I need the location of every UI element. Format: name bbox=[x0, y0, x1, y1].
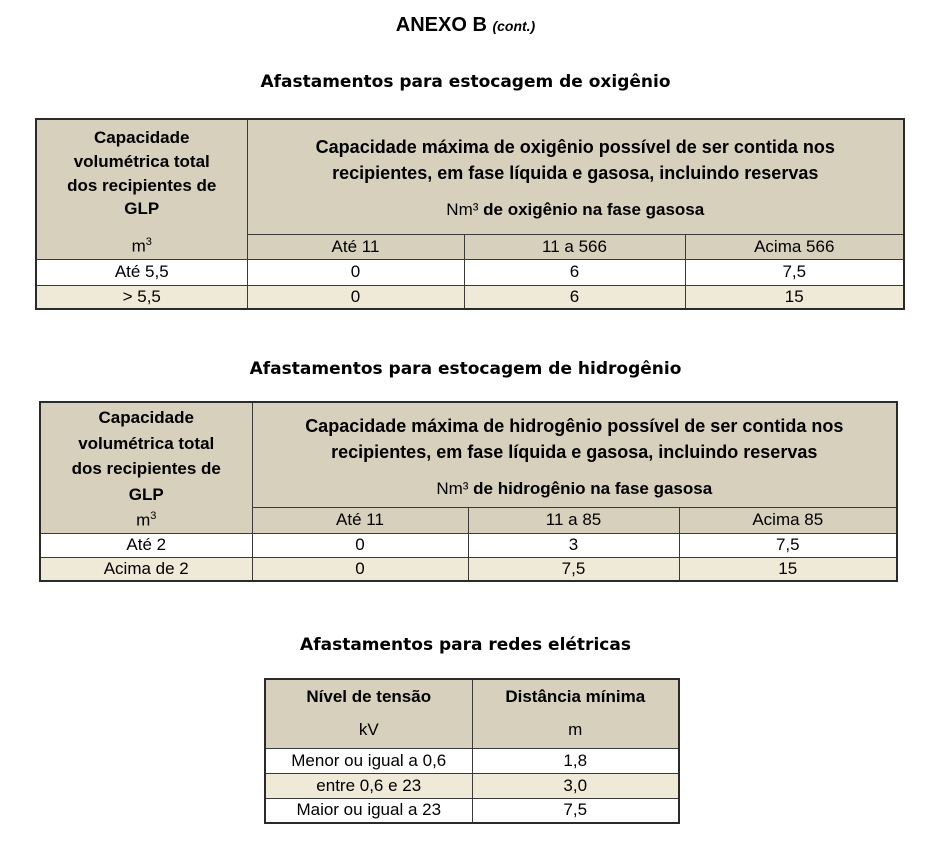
electric-row-label: Menor ou igual a 0,6 bbox=[265, 748, 472, 773]
oxygen-sub-header bbox=[248, 198, 904, 223]
hydrogen-section-title: Afastamentos para estocagem de hidrogênio bbox=[249, 359, 682, 379]
oxygen-main-header-line: recipientes, em fase líquida e gasosa, incluindo reservas bbox=[332, 163, 819, 184]
oxygen-cell: 6 bbox=[464, 285, 685, 309]
hydrogen-cell: 0 bbox=[252, 533, 468, 557]
oxygen-section-title: Afastamentos para estocagem de oxigênio bbox=[260, 72, 671, 92]
hydrogen-sub-header bbox=[253, 477, 897, 502]
hydrogen-left-header bbox=[40, 402, 252, 507]
electric-row-label: Maior ou igual a 23 bbox=[265, 798, 472, 823]
electric-col1-title: Nível de tensão bbox=[306, 687, 432, 707]
oxygen-col-header: Até 11 bbox=[247, 234, 464, 259]
oxygen-left-header-line: Capacidade bbox=[94, 128, 190, 147]
hydrogen-cell: 7,5 bbox=[468, 557, 679, 581]
oxygen-sub-header-text: de oxigênio na fase gasosa bbox=[478, 200, 705, 220]
hydrogen-row-label: Até 2 bbox=[40, 533, 252, 557]
hydrogen-row-label: Acima de 2 bbox=[40, 557, 252, 581]
annex-title-text: ANEXO B bbox=[395, 14, 487, 36]
annex-cont: (cont.) bbox=[492, 18, 536, 34]
electric-cell: 3,0 bbox=[472, 773, 679, 798]
oxygen-table bbox=[35, 118, 905, 310]
oxygen-col-header: Acima 566 bbox=[685, 234, 904, 259]
oxygen-left-header-line: dos recipientes de bbox=[67, 175, 217, 195]
oxygen-cell: 6 bbox=[464, 259, 685, 285]
hydrogen-main-header bbox=[252, 402, 897, 507]
electric-col1-header bbox=[265, 679, 472, 748]
hydrogen-cell: 7,5 bbox=[679, 533, 897, 557]
oxygen-left-header-line: volumétrica total bbox=[73, 151, 210, 171]
hydrogen-col-header: Acima 85 bbox=[679, 507, 897, 533]
hydrogen-main-header-line: Capacidade máxima de hidrogênio possível de ser contida nos bbox=[305, 416, 844, 436]
electric-col2-unit: m bbox=[568, 719, 583, 739]
oxygen-cell: 15 bbox=[685, 285, 904, 309]
oxygen-col-header: 11 a 566 bbox=[464, 234, 685, 259]
oxygen-left-header bbox=[36, 119, 247, 234]
hydrogen-left-header-line: dos recipientes de bbox=[71, 459, 221, 478]
electric-section-title: Afastamentos para redes elétricas bbox=[300, 635, 631, 655]
hydrogen-col-header: 11 a 85 bbox=[468, 507, 679, 533]
oxygen-row-label: > 5,5 bbox=[36, 285, 247, 309]
hydrogen-cell: 15 bbox=[679, 557, 897, 581]
hydrogen-left-header-line: GLP bbox=[128, 484, 164, 504]
oxygen-left-unit: $m^3$ bbox=[36, 234, 247, 259]
table-row bbox=[265, 773, 679, 798]
hydrogen-col-header: Até 11 bbox=[252, 507, 468, 533]
table-row bbox=[36, 259, 904, 285]
electric-cell: 1,8 bbox=[472, 748, 679, 773]
annex-title bbox=[0, 14, 931, 37]
electric-table bbox=[264, 678, 680, 824]
hydrogen-sub-header-text: de hidrogênio na fase gasosa bbox=[468, 479, 713, 499]
oxygen-cell: 0 bbox=[247, 285, 464, 309]
hydrogen-left-header-line: Capacidade bbox=[98, 408, 194, 427]
electric-col2-header bbox=[472, 679, 679, 748]
hydrogen-sub-header-unit: Nm³ bbox=[436, 479, 469, 499]
hydrogen-main-header-line: recipientes, em fase líquida e gasosa, incluindo reservas bbox=[331, 442, 818, 463]
table-row bbox=[40, 533, 897, 557]
oxygen-cell: 0 bbox=[247, 259, 464, 285]
oxygen-row-label: Até 5,5 bbox=[36, 259, 247, 285]
table-row bbox=[40, 557, 897, 581]
oxygen-left-header-line: GLP bbox=[124, 199, 160, 219]
electric-col1-unit: kV bbox=[358, 719, 379, 739]
oxygen-cell: 7,5 bbox=[685, 259, 904, 285]
electric-row-label: entre 0,6 e 23 bbox=[265, 773, 472, 798]
electric-cell: 7,5 bbox=[472, 798, 679, 823]
hydrogen-left-unit: $m^3$ bbox=[40, 507, 252, 533]
electric-col2-title: Distância mínima bbox=[505, 687, 646, 707]
hydrogen-left-header-line: volumétrica total bbox=[78, 433, 215, 453]
oxygen-main-header bbox=[247, 119, 904, 234]
hydrogen-cell: 0 bbox=[252, 557, 468, 581]
oxygen-sub-header-unit: Nm³ bbox=[446, 200, 479, 220]
hydrogen-table bbox=[39, 401, 898, 582]
table-row bbox=[265, 748, 679, 773]
oxygen-main-header-line: Capacidade máxima de oxigênio possível de ser contida nos bbox=[315, 137, 835, 157]
table-row bbox=[36, 285, 904, 309]
table-row bbox=[265, 798, 679, 823]
hydrogen-cell: 3 bbox=[468, 533, 679, 557]
